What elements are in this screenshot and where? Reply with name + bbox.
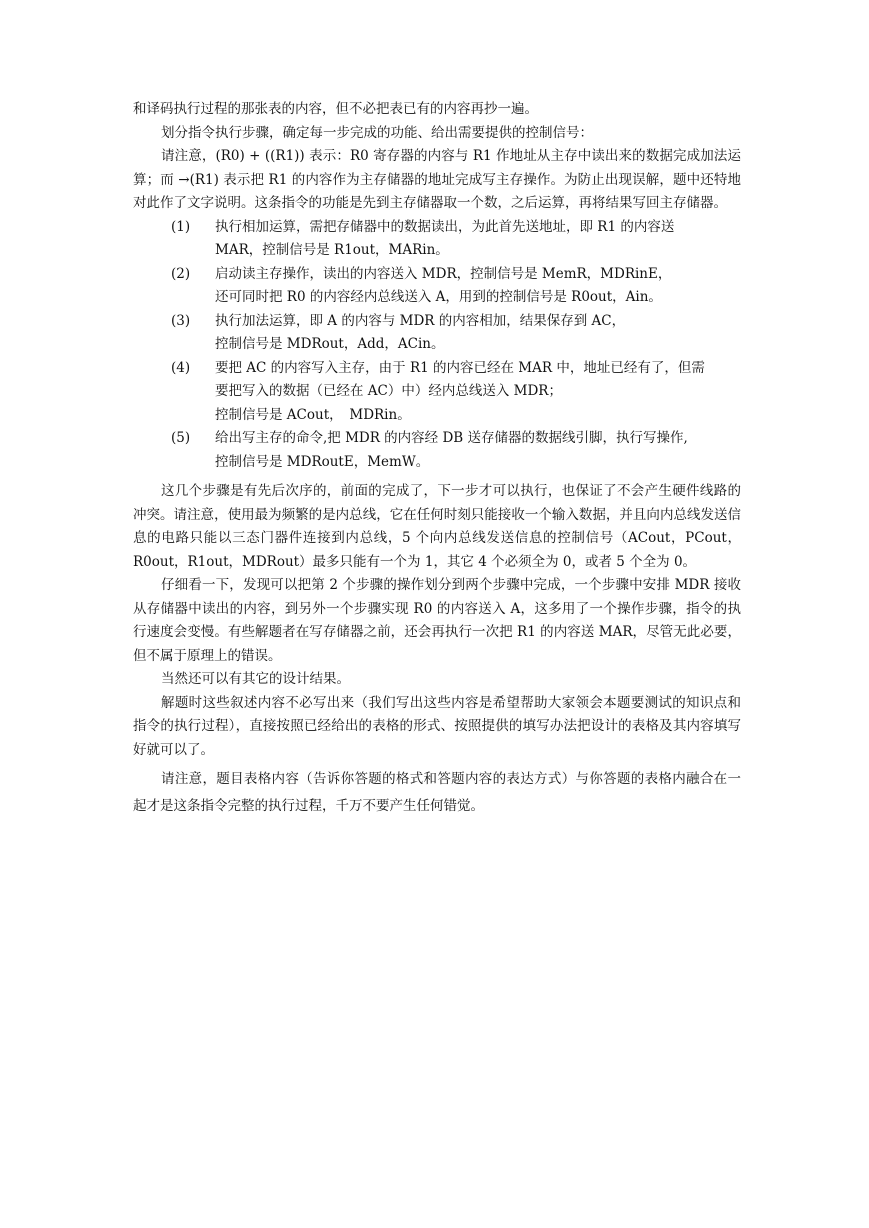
step-text-line: 控制信号是 ACout， MDRin。: [215, 406, 411, 423]
step-number: (5): [171, 430, 191, 446]
step-text-line: 要把 AC 的内容写入主存，由于 R1 的内容已经在 MAR 中，地址已经有了，但需: [215, 359, 705, 376]
step-item-4: [133, 357, 741, 428]
step-text-line: 执行相加运算，需把存储器中的数据读出，为此首先送地址，即 R1 的内容送: [215, 218, 675, 235]
notice-paragraph: 请注意，(R0) + ((R1)) 表示：R0 寄存器的内容与 R1 作地址从主存中读出来的数据完成加法运算；而 →(R1) 表示把 R1 的内容作为主存储器的地址完成写主存操作。为防止出现误解，题中还特地对此作了文字说明。这条指令的功能是先到主存储器取一个数，之后运算，再将结果写回主存储器。: [133, 148, 741, 211]
step-number: (3): [171, 312, 191, 329]
step-item-1: [133, 216, 741, 263]
step-item-5: [133, 427, 741, 474]
sequence-paragraph: 这几个步骤是有先后次序的，前面的完成了，下一步才可以执行，也保证了不会产生硬件线路的冲突。请注意，使用最为频繁的是内总线，它在任何时刻只能接收一个输入数据，并且向内总线发送信息的电路只能以三态门器件连接到内总线，5 个向内总线发送信息的控制信号（ACout，PCout，R0out，R1out，MDRout）最多只能有一个为 1，其它 4 个必须全为 0，或者 5 个全为 0。: [133, 483, 741, 570]
step-list: [133, 216, 741, 475]
other-results-paragraph: 当然还可以有其它的设计结果。: [161, 671, 350, 687]
step-text-line: 控制信号是 MDRout，Add，ACin。: [215, 336, 445, 352]
step-text-line: 控制信号是 MDRoutE，MemW。: [215, 453, 430, 470]
step-number: (2): [171, 265, 191, 282]
answer-guidance-paragraph: 解题时这些叙述内容不必写出来（我们写出这些内容是希望帮助大家领会本题要测试的知识点和指令的执行过程），直接按照已经给出的表格的形式、按照提供的填写办法把设计的表格及其内容填写好就可以了。: [133, 694, 741, 758]
step-item-2: [133, 263, 741, 310]
step-number: (4): [171, 359, 191, 376]
document-page: [133, 98, 741, 820]
step-text-line: 要把写入的数据（已经在 AC）中）经内总线送入 MDR；: [215, 383, 562, 399]
intro-continuation: 和译码执行过程的那张表的内容，但不必把表已有的内容再抄一遍。: [133, 101, 538, 117]
step-text-line: 给出写主存的命令,把 MDR 的内容经 DB 送存储器的数据线引脚，执行写操作,: [215, 430, 688, 446]
steps-heading: 划分指令执行步骤，确定每一步完成的功能、给出需要提供的控制信号：: [161, 124, 593, 141]
step-item-3: [133, 310, 741, 357]
step-number: (1): [171, 218, 191, 235]
step-text-line: MAR，控制信号是 R1out，MARin。: [215, 242, 449, 258]
step-text-line: 执行加法运算，即 A 的内容与 MDR 的内容相加，结果保存到 AC，: [215, 312, 626, 329]
step-text-line: 还可同时把 R0 的内容经内总线送入 A，用到的控制信号是 R0out，Ain。: [215, 289, 662, 305]
final-notice-paragraph: 请注意，题目表格内容（告诉你答题的格式和答题内容的表达方式）与你答题的表格内融合在一起才是这条指令完整的执行过程，千万不要产生任何错觉。: [133, 771, 741, 814]
alternative-paragraph: 仔细看一下，发现可以把第 2 个步骤的操作划分到两个步骤中完成，一个步骤中安排 MDR 接收从存储器中读出的内容，到另外一个步骤实现 R0 的内容送入 A，这多用了一个操作步骤，指令的执行速度会变慢。有些解题者在写存储器之前，还会再执行一次把 R1 的内容送 MAR，尽管无此必要，但不属于原理上的错误。: [133, 577, 741, 664]
step-text-line: 启动读主存操作，读出的内容送入 MDR，控制信号是 MemR，MDRinE，: [215, 265, 672, 282]
